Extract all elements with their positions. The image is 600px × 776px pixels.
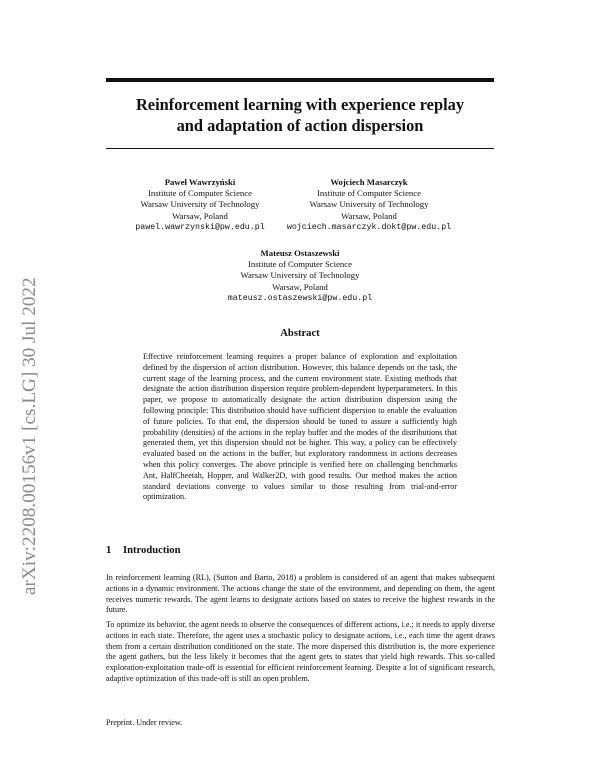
- title-line-1: Reinforcement learning with experience replay: [135, 95, 465, 114]
- author-email: wojciech.masarczyk.dokt@pw.edu.pl: [286, 222, 452, 232]
- section-title: Introduction: [123, 545, 181, 556]
- section-number: 1: [106, 545, 112, 556]
- abstract-text: Effective reinforcement learning requires a proper balance of exploration and exploitation defined by the dispersion of action distribution. However, this balance depends on the task, the current stage of the learning process, and the current environment state. Existing methods that designate the action distribution dispersion require problem-dependent hyperparameters. In this paper, we propose to automatically designate the action distribution dispersion using the following principle: This distribution should have sufficient dispersion to enable the evaluation of future policies. To that end, the dispersion should be tuned to assure a sufficiently high probability (densities) of the actions in the replay buffer and the modes of the distributions that generated them, yet this dispersion should not be higher. This way, a policy can be effectively evaluated based on the actions in the buffer, but exploratory randomness in actions decreases when this policy converges. The above principle is verified here on challenging benchmarks Ant, HalfCheetah, Hopper, and Walker2D, with good results. Our method makes the action standard deviations converge to values similar to those resulting from trial-and-error optimization.: [143, 352, 457, 502]
- preprint-footer: Preprint. Under review.: [106, 718, 183, 727]
- author-name: Wojciech Masarczyk: [330, 177, 408, 187]
- author-university: Warsaw University of Technology: [240, 270, 360, 281]
- author-block-3: [195, 248, 405, 304]
- abstract-heading: Abstract: [280, 328, 320, 339]
- intro-paragraph-1: In reinforcement learning (RL), (Sutton and Barto, 2018) a problem is considered of an agent that makes subsequent actions in a dynamic environment. The actions change the state of the environment, and depending on them, the agent receives numeric rewards. The agent learns to designate actions based on states to receive the highest rewards in the future.: [106, 573, 495, 615]
- author-city: Warsaw, Poland: [341, 210, 397, 221]
- section-heading: [106, 545, 181, 556]
- author-department: Institute of Computer Science: [248, 259, 352, 270]
- author-email: mateusz.ostaszewski@pw.edu.pl: [227, 293, 373, 303]
- author-name: Mateusz Ostaszewski: [260, 248, 340, 258]
- author-email: pawel.wawrzynski@pw.edu.pl: [135, 222, 265, 232]
- intro-paragraph-2: To optimize its behavior, the agent needs to observe the consequences of different actions, i.e.; it needs to apply diverse actions in each state. Therefore, the agent uses a stochastic policy to designate actions, i.e., each time the agent draws them from a certain distribution conditioned on the state. The more dispersed this distribution is, the more experience the agent gathers, but the less likely it becomes that the agent gets to states that yield high rewards. This so-called exploration-exploitation trade-off is essential for efficient reinforcement learning. Despite a lot of significant research, adaptive optimization of this trade-off is still an open problem.: [106, 620, 495, 683]
- author-university: Warsaw University of Technology: [140, 199, 260, 210]
- title-top-rule: [106, 78, 494, 82]
- title-bottom-rule: [106, 148, 494, 149]
- author-city: Warsaw, Poland: [172, 210, 228, 221]
- author-block-2: [264, 177, 474, 233]
- arxiv-identifier: arXiv:2208.00156v1 [cs.LG] 30 Jul 2022: [19, 277, 40, 595]
- author-name: Paweł Wawrzyński: [164, 177, 236, 187]
- author-university: Warsaw University of Technology: [309, 199, 429, 210]
- paper-title: [80, 94, 520, 136]
- author-department: Institute of Computer Science: [148, 188, 252, 199]
- author-city: Warsaw, Poland: [272, 281, 328, 292]
- title-line-2: and adaptation of action dispersion: [176, 116, 424, 135]
- author-department: Institute of Computer Science: [317, 188, 421, 199]
